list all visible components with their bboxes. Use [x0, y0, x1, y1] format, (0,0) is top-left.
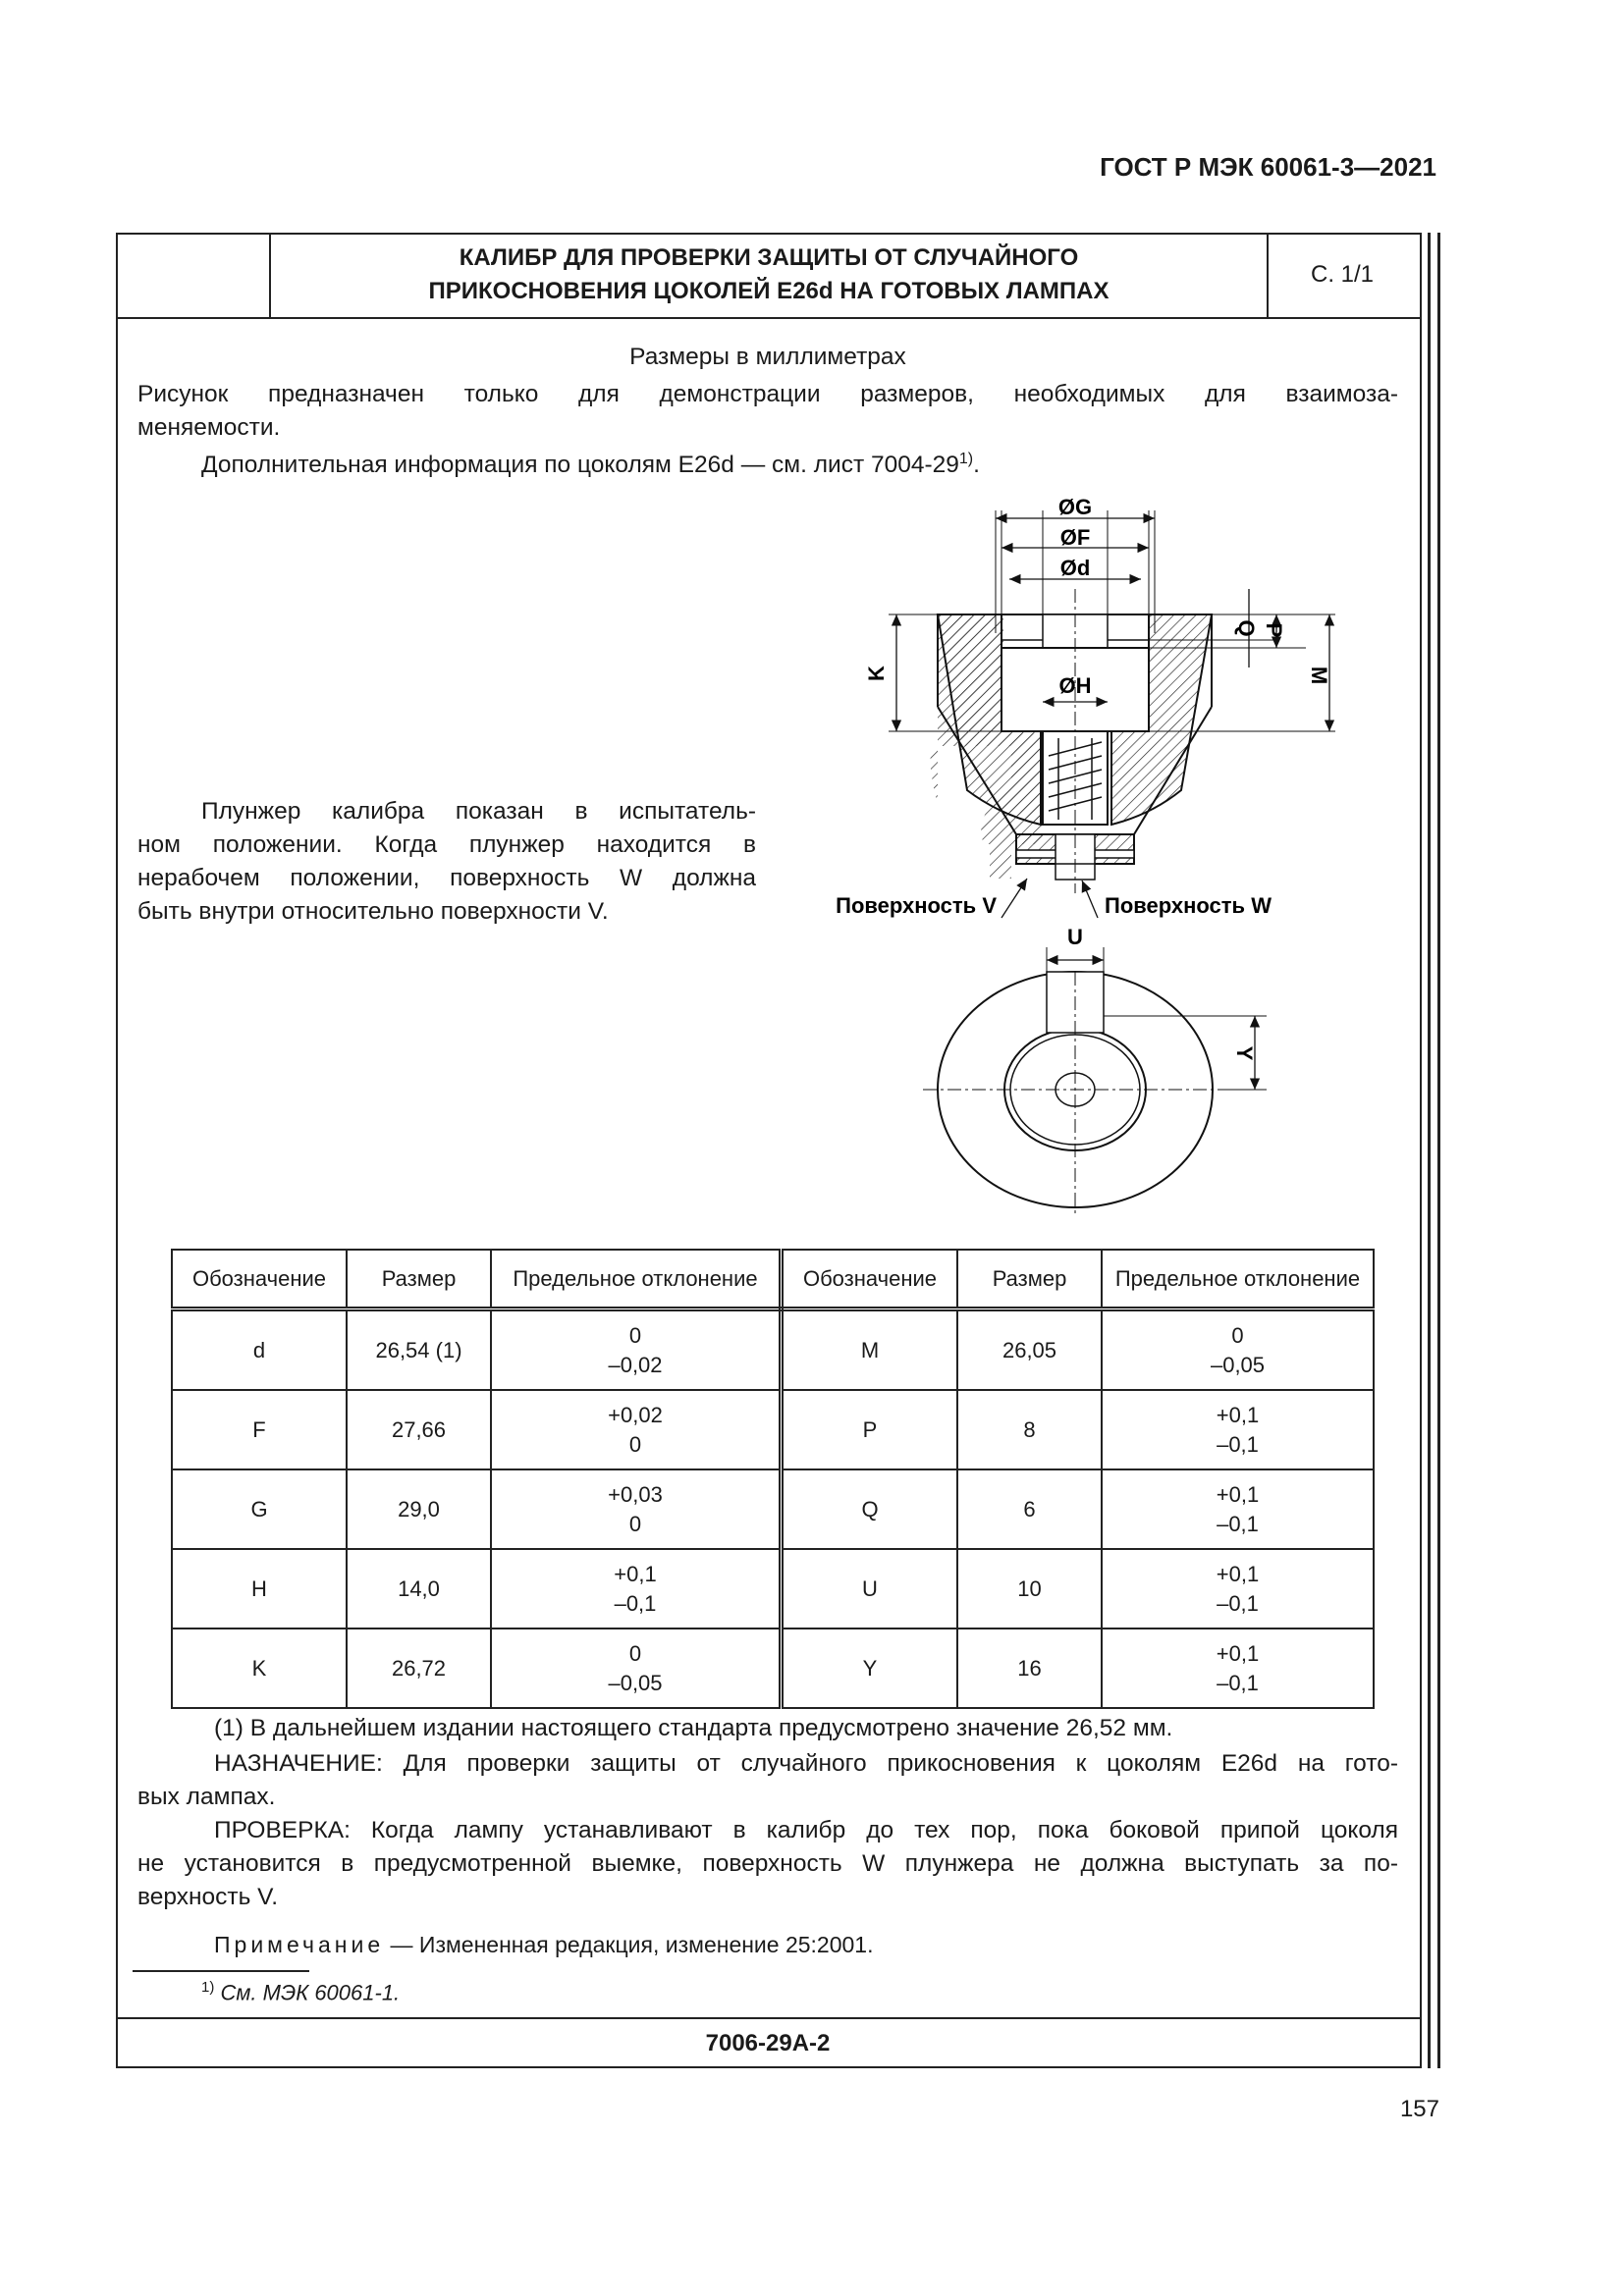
dim-F: [1001, 525, 1149, 550]
check-line-2: не установится в предусмотренной выемке, поверхность W плунжера не должна выступать за по-: [137, 1850, 1398, 1877]
cell-size: 10: [957, 1549, 1102, 1629]
cell-size: 29,0: [347, 1469, 491, 1549]
surface-v-label: Поверхность V: [836, 893, 997, 918]
plunger-line-2: ном положении. Когда плунжер находится в: [137, 831, 756, 858]
cell-symbol: G: [172, 1469, 347, 1549]
col-header-tolerance-2: Предельное отклонение: [1102, 1250, 1374, 1309]
units-note: Размеры в миллиметрах: [629, 344, 906, 370]
col-header-size: Размер: [347, 1250, 491, 1309]
gauge-drawing: [825, 491, 1335, 1222]
table-footnote: (1) В дальнейшем издании настоящего стандарта предусмотрено значение 26,52 мм.: [214, 1715, 1173, 1741]
table-row: [172, 1390, 1374, 1469]
svg-text:Q: Q: [1234, 619, 1259, 637]
cell-size: 14,0: [347, 1549, 491, 1629]
plunger-line-1: Плунжер калибра показан в испытатель-: [201, 798, 756, 825]
cell-size: 26,05: [957, 1309, 1102, 1391]
plunger-line-4: быть внутри относительно поверхности V.: [137, 898, 609, 925]
cell-tolerance: 0 –0,02: [491, 1309, 782, 1391]
bottom-rule: [116, 2017, 1420, 2019]
check-line-1: ПРОВЕРКА: Когда лампу устанавливают в калибр до тех пор, пока боковой припой цоколя: [214, 1817, 1398, 1843]
note-text: — Измененная редакция, изменение 25:2001.: [384, 1932, 874, 1957]
table-row: [172, 1629, 1374, 1708]
intro-paragraph-line-1: Рисунок предназначен только для демонстрации размеров, необходимых для взаимоза-: [137, 381, 1398, 407]
sheet-code: 7006-29A-2: [705, 2030, 831, 2056]
intro-paragraph-line-2: меняемости.: [137, 414, 281, 441]
sheet-number: С. 1/1: [1310, 261, 1375, 288]
svg-text:Ød: Ød: [1059, 556, 1091, 580]
cell-tolerance: +0,1 –0,1: [1102, 1390, 1374, 1469]
svg-text:K: K: [864, 666, 889, 681]
table-row: [172, 1469, 1374, 1549]
cell-symbol: Q: [782, 1469, 958, 1549]
col-header-symbol-2: Обозначение: [782, 1250, 958, 1309]
cell-tolerance: +0,1 –0,1: [491, 1549, 782, 1629]
cell-tolerance: +0,1 –0,1: [1102, 1549, 1374, 1629]
cell-tolerance: +0,02 0: [491, 1390, 782, 1469]
cell-symbol: K: [172, 1629, 347, 1708]
purpose-line-2: вых лампах.: [137, 1784, 276, 1810]
check-line-3: верхность V.: [137, 1884, 279, 1910]
footnote-text: См. МЭК 60061-1.: [214, 1980, 401, 2005]
svg-text:ØF: ØF: [1059, 525, 1091, 550]
cell-tolerance: +0,1 –0,1: [1102, 1469, 1374, 1549]
dim-G: [996, 495, 1155, 519]
svg-text:ØG: ØG: [1057, 495, 1093, 519]
frame-double-line-1: [1428, 233, 1431, 2068]
surface-labels: [836, 879, 1272, 918]
cell-symbol: M: [782, 1309, 958, 1391]
surface-w-label: Поверхность W: [1105, 893, 1272, 918]
svg-text:M: M: [1307, 666, 1331, 685]
title-line-1: КАЛИБР ДЛЯ ПРОВЕРКИ ЗАЩИТЫ ОТ СЛУЧАЙНОГО: [459, 244, 1079, 271]
cell-size: 8: [957, 1390, 1102, 1469]
col-header-tolerance: Предельное отклонение: [491, 1250, 782, 1309]
reference-paragraph: [201, 443, 980, 482]
svg-text:ØH: ØH: [1058, 673, 1092, 698]
dim-Y-label: Y: [1232, 1045, 1257, 1061]
amendment-note: [214, 1932, 874, 1958]
cell-tolerance: +0,1 –0,1: [1102, 1629, 1374, 1708]
cell-size: 6: [957, 1469, 1102, 1549]
plunger-note: [137, 795, 756, 929]
dimensions-table: [171, 1249, 1375, 1709]
reference-footnote-mark[interactable]: 1): [958, 451, 974, 467]
cell-symbol: F: [172, 1390, 347, 1469]
cell-symbol: Y: [782, 1629, 958, 1708]
note-label: Примечание: [214, 1932, 385, 1957]
cell-size: 26,72: [347, 1629, 491, 1708]
cell-symbol: d: [172, 1309, 347, 1391]
cell-tolerance: 0 –0,05: [1102, 1309, 1374, 1391]
cell-size: 16: [957, 1629, 1102, 1708]
reference-text: Дополнительная информация по цоколям E26d — см. лист 7004-29: [201, 452, 959, 479]
col-header-symbol: Обозначение: [172, 1250, 347, 1309]
dim-d: [1009, 556, 1141, 580]
page-footnote: [201, 1979, 400, 2005]
cell-size: 26,54 (1): [347, 1309, 491, 1391]
cell-size: 27,66: [347, 1390, 491, 1469]
cell-symbol: H: [172, 1549, 347, 1629]
frame-double-line-2: [1437, 233, 1440, 2068]
plan-view: [923, 925, 1267, 1217]
title-line-2: ПРИКОСНОВЕНИЯ ЦОКОЛЕЙ E26d НА ГОТОВЫХ ЛАМПАХ: [428, 278, 1110, 304]
svg-text:P: P: [1262, 622, 1286, 638]
title-block: [116, 233, 1420, 319]
document-code: ГОСТ Р МЭК 60061-3—2021: [1100, 152, 1436, 182]
footnote-mark: 1): [201, 1979, 215, 1996]
sheet-title: [269, 233, 1269, 317]
table-row: [172, 1549, 1374, 1629]
page-number: 157: [1399, 2096, 1439, 2122]
cell-symbol: P: [782, 1390, 958, 1469]
plunger-line-3: нерабочем положении, поверхность W должна: [137, 865, 756, 891]
reference-period: .: [973, 452, 980, 479]
cell-symbol: U: [782, 1549, 958, 1629]
dim-U-label: U: [1067, 925, 1083, 949]
cell-tolerance: 0 –0,05: [491, 1629, 782, 1708]
col-header-size-2: Размер: [957, 1250, 1102, 1309]
cell-tolerance: +0,03 0: [491, 1469, 782, 1549]
purpose-line-1: НАЗНАЧЕНИЕ: Для проверки защиты от случайного прикосновения к цоколям E26d на гото-: [214, 1750, 1398, 1777]
footnote-rule: [133, 1970, 309, 1972]
table-row: [172, 1309, 1374, 1391]
